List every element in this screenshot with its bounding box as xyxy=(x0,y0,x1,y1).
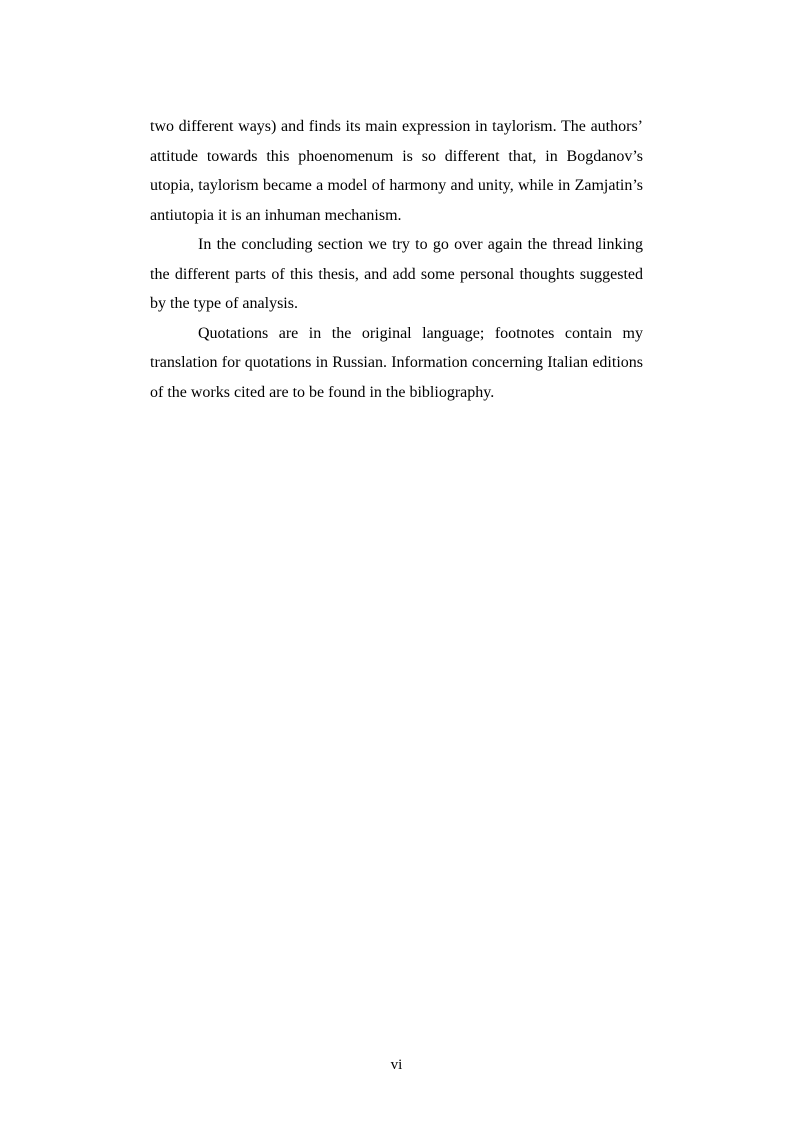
page-number: vi xyxy=(390,1057,403,1073)
page-body xyxy=(150,112,643,407)
paragraph-quotations: Quotations are in the original language; footnotes contain my translation for quotations in Russian. Information concerning Italian editions of the works cited are to be found in the bibliography. xyxy=(150,324,643,401)
paragraph-continuation: two different ways) and finds its main expression in taylorism. The authors’ attitude towards this phoenomenum is so different that, in Bogdanov’s utopia, taylorism became a model of harmony and unity, while in Zamjatin’s antiutopia it is an inhuman mechanism. xyxy=(150,118,643,224)
paragraph-concluding-section: In the concluding section we try to go over again the thread linking the different parts of this thesis, and add some personal thoughts suggested by the type of analysis. xyxy=(150,236,643,312)
